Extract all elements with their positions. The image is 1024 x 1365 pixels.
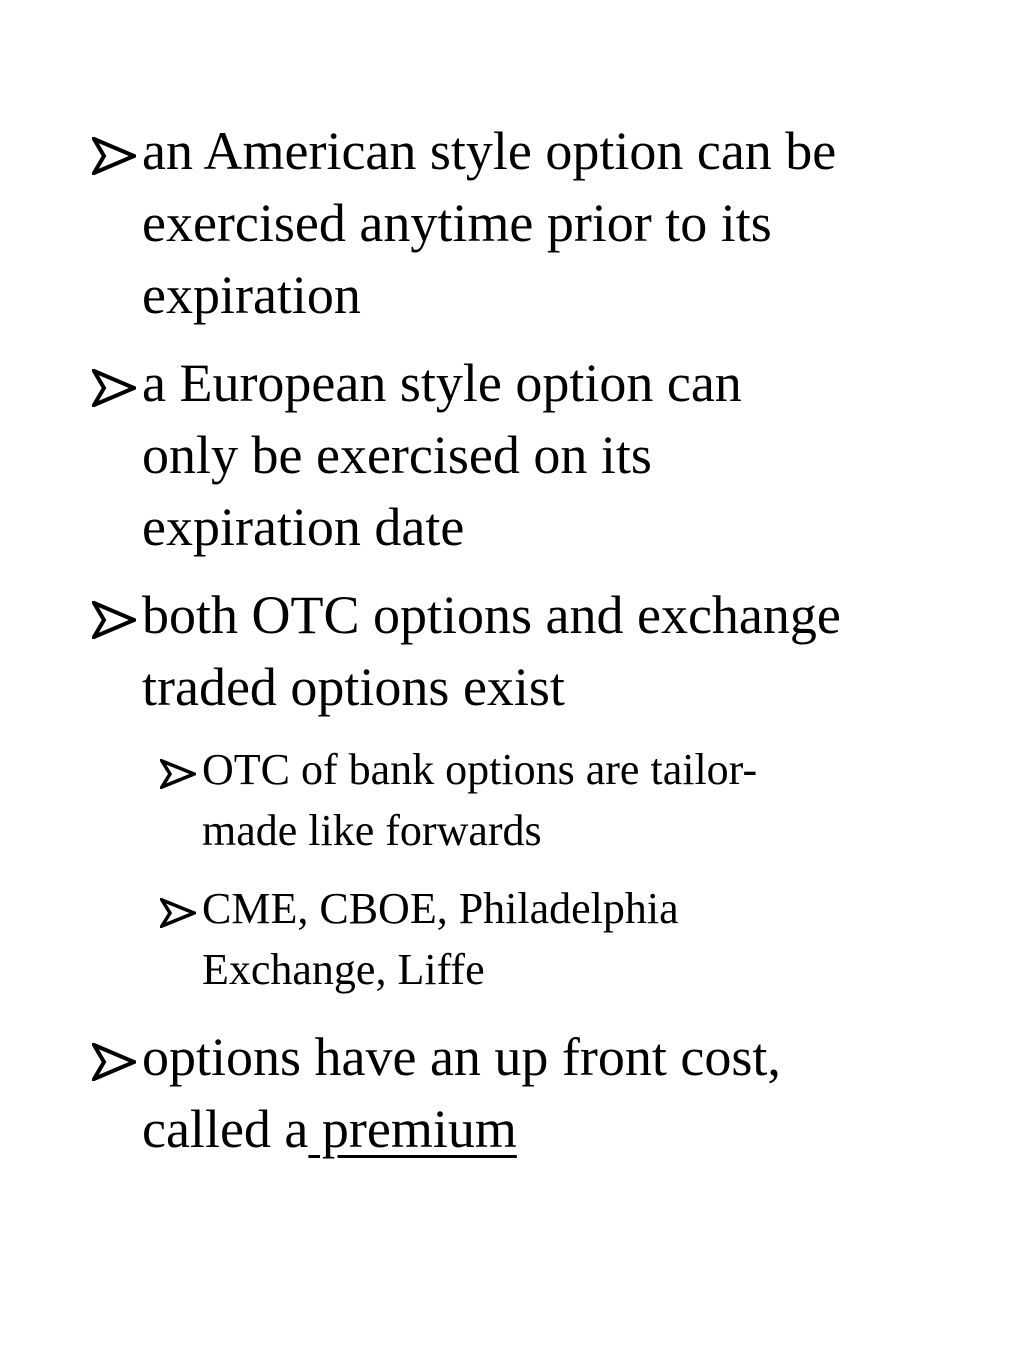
- bullet-text: [142, 115, 836, 331]
- arrowhead-bullet-icon: [92, 601, 136, 639]
- premium-emphasis: premium: [308, 1099, 517, 1159]
- arrowhead-bullet-icon: [92, 1043, 136, 1081]
- bullet-text: [142, 579, 841, 723]
- bullet-line: Exchange, Liffe: [202, 945, 485, 994]
- bullet-text: [202, 878, 679, 1000]
- arrowhead-bullet-icon: [92, 369, 136, 407]
- bullet-line: options have an up front cost,: [142, 1027, 781, 1087]
- bullet-line-prefix: called a: [142, 1099, 309, 1159]
- bullet-line: only be exercised on its: [142, 425, 652, 485]
- bullet-line: traded options exist: [142, 657, 565, 717]
- bullet-line: made like forwards: [202, 806, 542, 855]
- bullet-line: an American style option can be: [142, 121, 837, 181]
- arrowhead-bullet-icon: [160, 759, 196, 789]
- bullet-line: expiration date: [142, 497, 465, 557]
- bullet-line-last: [142, 1093, 781, 1165]
- bullet-line: exercised anytime prior to its: [142, 193, 772, 253]
- bullet-text: [142, 347, 742, 563]
- bullet-line: CME, CBOE, Philadelphia: [202, 884, 679, 933]
- bullet-text: [202, 739, 757, 861]
- bullet-line: a European style option can: [142, 353, 742, 413]
- bullet-line: OTC of bank options are tailor-: [202, 745, 758, 794]
- bullet-line: both OTC options and exchange: [142, 585, 841, 645]
- bullet-text: [142, 1021, 781, 1165]
- bullet-line: expiration: [142, 265, 361, 325]
- arrowhead-bullet-icon: [160, 898, 196, 928]
- arrowhead-bullet-icon: [92, 137, 136, 175]
